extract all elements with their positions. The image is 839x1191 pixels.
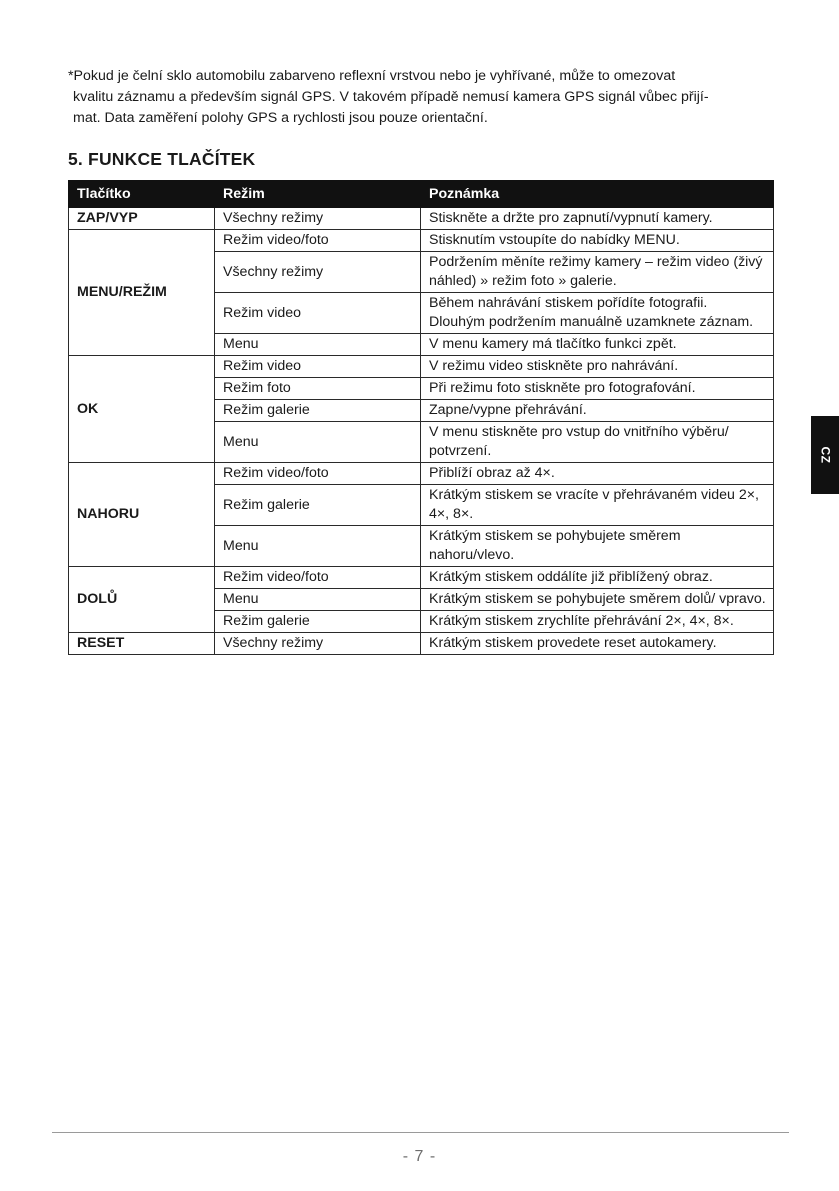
mode-cell: Režim video <box>215 293 421 334</box>
note-cell: Při režimu foto stiskněte pro fotografování. <box>421 378 774 400</box>
button-cell: NAHORU <box>69 463 215 567</box>
note-cell: Stiskněte a držte pro zapnutí/vypnutí kamery. <box>421 208 774 230</box>
note-cell: Přiblíží obraz až 4×. <box>421 463 774 485</box>
mode-cell: Režim galerie <box>215 611 421 633</box>
note-cell: Stisknutím vstoupíte do nabídky MENU. <box>421 230 774 252</box>
footnote-line: kvalitu záznamu a především signál GPS. V takovém případě nemusí kamera GPS signál vůbec přijí- <box>73 89 709 105</box>
table-row <box>69 463 774 485</box>
header-note: Poznámka <box>421 181 774 208</box>
footnote-line: mat. Data zaměření polohy GPS a rychlosti jsou pouze orientační. <box>73 110 488 126</box>
mode-cell: Menu <box>215 334 421 356</box>
language-tab <box>811 416 839 494</box>
button-cell: ZAP/VYP <box>69 208 215 230</box>
table-row <box>69 356 774 378</box>
table-row <box>69 567 774 589</box>
mode-cell: Všechny režimy <box>215 208 421 230</box>
note-cell: V režimu video stiskněte pro nahrávání. <box>421 356 774 378</box>
button-cell: OK <box>69 356 215 463</box>
table-row <box>69 230 774 252</box>
mode-cell: Režim video/foto <box>215 463 421 485</box>
note-cell: V menu stiskněte pro vstup do vnitřního výběru/ potvrzení. <box>421 422 774 463</box>
mode-cell: Režim foto <box>215 378 421 400</box>
mode-cell: Menu <box>215 422 421 463</box>
mode-cell: Všechny režimy <box>215 252 421 293</box>
note-cell: Krátkým stiskem se pohybujete směrem dolů/ vpravo. <box>421 589 774 611</box>
note-cell: Krátkým stiskem oddálíte již přiblížený obraz. <box>421 567 774 589</box>
mode-cell: Režim galerie <box>215 400 421 422</box>
button-functions-table <box>68 180 774 655</box>
note-cell: Krátkým stiskem provedete reset autokamery. <box>421 633 774 655</box>
note-cell: Podržením měníte režimy kamery – režim video (živý náhled) » režim foto » galerie. <box>421 252 774 293</box>
table-row <box>69 208 774 230</box>
header-mode: Režim <box>215 181 421 208</box>
page-number: - 7 - <box>402 1148 437 1165</box>
button-cell: RESET <box>69 633 215 655</box>
note-cell: Krátkým stiskem zrychlíte přehrávání 2×, 4×, 8×. <box>421 611 774 633</box>
button-cell: DOLŮ <box>69 567 215 633</box>
note-cell: Krátkým stiskem se pohybujete směrem nahoru/vlevo. <box>421 526 774 567</box>
mode-cell: Režim video/foto <box>215 230 421 252</box>
footer-divider <box>52 1132 789 1133</box>
note-cell: Krátkým stiskem se vracíte v přehrávaném videu 2×, 4×, 8×. <box>421 485 774 526</box>
mode-cell: Režim galerie <box>215 485 421 526</box>
header-button: Tlačítko <box>69 181 215 208</box>
mode-cell: Všechny režimy <box>215 633 421 655</box>
note-cell: V menu kamery má tlačítko funkci zpět. <box>421 334 774 356</box>
section-title: 5. FUNKCE TLAČÍTEK <box>68 149 256 169</box>
mode-cell: Režim video <box>215 356 421 378</box>
note-cell: Zapne/vypne přehrávání. <box>421 400 774 422</box>
table-header-row <box>69 181 774 208</box>
mode-cell: Menu <box>215 526 421 567</box>
note-cell: Během nahrávání stiskem pořídíte fotografii. Dlouhým podržením manuálně uzamknete záznam. <box>421 293 774 334</box>
table-row <box>69 633 774 655</box>
mode-cell: Menu <box>215 589 421 611</box>
button-cell: MENU/REŽIM <box>69 230 215 356</box>
gps-footnote <box>68 66 772 129</box>
footnote-line: *Pokud je čelní sklo automobilu zabarveno reflexní vrstvou nebo je vyhřívané, může to omezovat <box>68 68 676 84</box>
language-tab-label: CZ <box>818 446 832 464</box>
mode-cell: Režim video/foto <box>215 567 421 589</box>
